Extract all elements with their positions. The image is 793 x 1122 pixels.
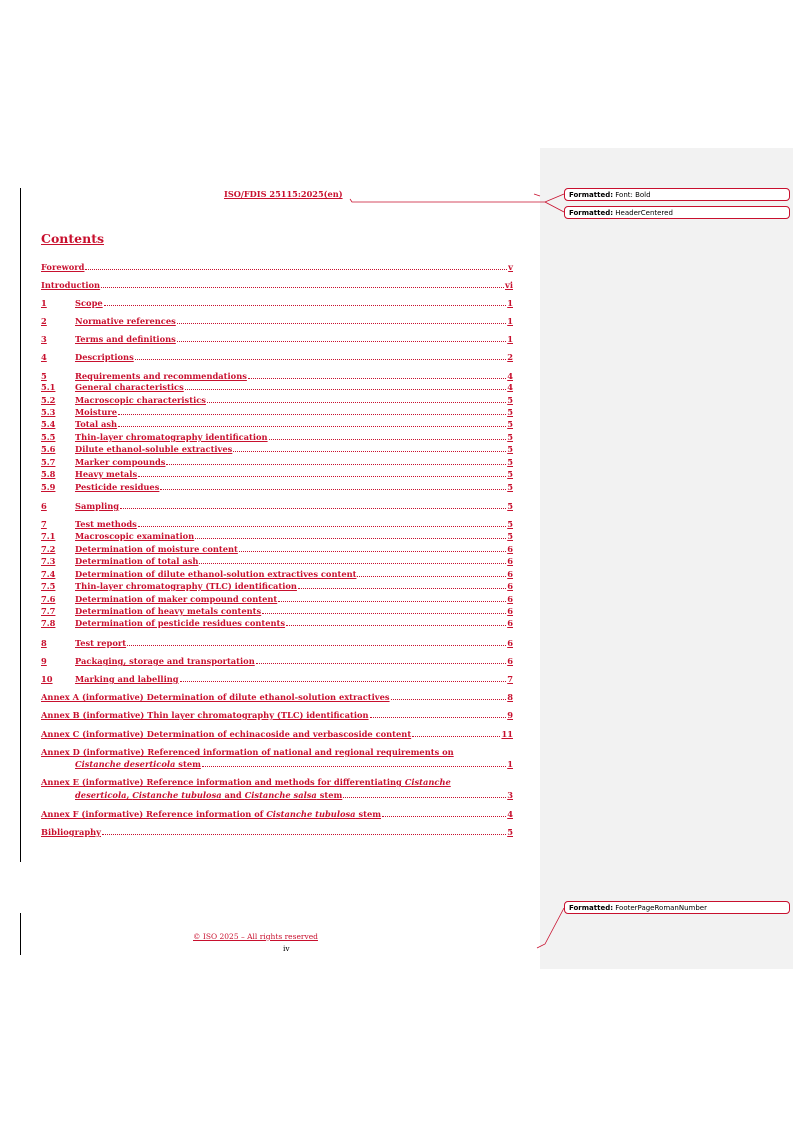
toc-title: Test methods <box>75 519 137 529</box>
toc-entry-annex-c[interactable] <box>41 728 513 739</box>
toc-title: Annex E (informative) Reference information and methods for differentiating Cistanche <box>41 777 451 787</box>
toc-leader <box>357 576 506 577</box>
toc-entry-5-2[interactable] <box>41 394 513 405</box>
toc-page: 5 <box>507 395 513 405</box>
toc-number: 5 <box>41 371 47 381</box>
toc-leader <box>166 464 506 465</box>
toc-page: 5 <box>507 432 513 442</box>
toc-leader <box>177 341 506 342</box>
toc-leader <box>202 766 506 767</box>
toc-page: 6 <box>507 606 513 616</box>
toc-title: Descriptions <box>75 352 134 362</box>
toc-entry-7-4[interactable] <box>41 568 513 579</box>
toc-number: 7.8 <box>41 618 56 628</box>
toc-page: 9 <box>507 710 513 720</box>
toc-leader <box>127 645 506 646</box>
toc-entry-annex-d[interactable] <box>41 746 513 757</box>
toc-title: Determination of moisture content <box>75 544 238 554</box>
toc-number: 7.5 <box>41 581 56 591</box>
toc-title: deserticola, Cistanche tubulosa and Cistanche salsa stem <box>75 790 343 800</box>
toc-entry-7-1[interactable] <box>41 530 513 541</box>
toc-leader <box>256 663 506 664</box>
toc-leader <box>160 489 506 490</box>
table-of-contents <box>41 0 513 1122</box>
comment-balloon-font-bold[interactable] <box>564 188 790 201</box>
toc-leader <box>298 588 506 589</box>
toc-entry-3[interactable] <box>41 333 513 344</box>
toc-leader <box>118 426 506 427</box>
toc-entry-annex-a[interactable] <box>41 691 513 702</box>
toc-title: Heavy metals <box>75 469 138 479</box>
toc-page: 5 <box>507 457 513 467</box>
footer-copyright: © ISO 2025 – All rights reserved <box>193 932 318 941</box>
toc-title: Annex A (informative) Determination of dilute ethanol-solution extractives <box>41 692 390 702</box>
toc-title: Cistanche deserticola stem <box>75 759 201 769</box>
toc-title: Scope <box>75 298 103 308</box>
header-doc-id: ISO/FDIS 25115:2025(en) <box>224 189 343 199</box>
toc-page: 5 <box>507 407 513 417</box>
toc-page: 5 <box>507 827 513 837</box>
toc-entry-5-4[interactable] <box>41 418 513 429</box>
toc-page: 6 <box>507 544 513 554</box>
toc-entry-7-8[interactable] <box>41 617 513 628</box>
toc-number: 2 <box>41 316 47 326</box>
toc-title: Annex B (informative) Thin layer chromatography (TLC) identification <box>41 710 369 720</box>
toc-entry-7-3[interactable] <box>41 555 513 566</box>
toc-entry-9[interactable] <box>41 655 513 666</box>
toc-page: v <box>508 262 513 272</box>
toc-leader <box>195 538 506 539</box>
toc-entry-7-2[interactable] <box>41 543 513 554</box>
toc-page: 5 <box>507 519 513 529</box>
toc-title: Foreword <box>41 262 85 272</box>
toc-entry-1[interactable] <box>41 297 513 308</box>
toc-title: Packaging, storage and transportation <box>75 656 255 666</box>
toc-entry-8[interactable] <box>41 637 513 648</box>
comment-text: FooterPageRomanNumber <box>615 904 707 912</box>
contents-title: Contents <box>41 231 105 246</box>
toc-leader <box>207 402 506 403</box>
comment-text: Font: Bold <box>615 191 651 199</box>
toc-number: 5.4 <box>41 419 56 429</box>
toc-leader <box>248 378 506 379</box>
toc-leader <box>278 601 506 602</box>
toc-leader <box>286 625 506 626</box>
toc-entry-7-6[interactable] <box>41 593 513 604</box>
toc-page: 6 <box>507 581 513 591</box>
toc-number: 5.1 <box>41 382 56 392</box>
toc-title: Thin-layer chromatography identification <box>75 432 268 442</box>
toc-title: Terms and definitions <box>75 334 176 344</box>
toc-entry-5[interactable] <box>41 370 513 381</box>
toc-entry-annex-e[interactable] <box>41 776 513 787</box>
toc-leader <box>391 699 507 700</box>
toc-page: 4 <box>507 809 513 819</box>
toc-page: 6 <box>507 656 513 666</box>
toc-leader <box>262 613 506 614</box>
comment-balloon-footer-page-roman[interactable] <box>564 901 790 914</box>
toc-number: 7 <box>41 519 47 529</box>
toc-title: Determination of pesticide residues contents <box>75 618 286 628</box>
toc-entry-5-3[interactable] <box>41 406 513 417</box>
toc-entry-4[interactable] <box>41 351 513 362</box>
toc-entry-annex-d-continued[interactable] <box>41 758 513 769</box>
toc-entry-bibliography[interactable] <box>41 826 513 837</box>
toc-number: 5.7 <box>41 457 56 467</box>
toc-number: 5.5 <box>41 432 56 442</box>
toc-leader <box>382 816 506 817</box>
comment-label: Formatted: <box>569 904 614 912</box>
toc-title: Macroscopic characteristics <box>75 395 206 405</box>
toc-leader <box>269 439 507 440</box>
toc-leader <box>138 526 506 527</box>
toc-page: 1 <box>507 759 513 769</box>
toc-entry-2[interactable] <box>41 315 513 326</box>
toc-leader <box>177 323 506 324</box>
toc-title: Thin-layer chromatography (TLC) identification <box>75 581 297 591</box>
toc-number: 5.8 <box>41 469 56 479</box>
toc-number: 7.4 <box>41 569 56 579</box>
toc-title: Requirements and recommendations <box>75 371 247 381</box>
toc-page: 1 <box>507 316 513 326</box>
comment-label: Formatted: <box>569 209 614 217</box>
toc-title: Test report <box>75 638 127 648</box>
toc-number: 6 <box>41 501 47 511</box>
toc-entry-5-7[interactable] <box>41 456 513 467</box>
toc-number: 8 <box>41 638 47 648</box>
toc-page: 5 <box>507 482 513 492</box>
toc-entry-introduction[interactable] <box>41 279 513 290</box>
toc-entry-5-8[interactable] <box>41 468 513 479</box>
toc-title: Annex F (informative) Reference information of Cistanche tubulosa stem <box>41 809 382 819</box>
toc-leader <box>199 563 506 564</box>
toc-page: 5 <box>507 501 513 511</box>
toc-leader <box>135 359 506 360</box>
toc-leader <box>412 736 500 737</box>
toc-title: Annex C (informative) Determination of echinacoside and verbascoside content <box>41 729 412 739</box>
markup-pane <box>540 148 793 969</box>
toc-number: 5.9 <box>41 482 56 492</box>
toc-number: 7.7 <box>41 606 56 616</box>
toc-page: 3 <box>507 790 513 800</box>
toc-entry-foreword[interactable] <box>41 261 513 272</box>
toc-title: Determination of total ash <box>75 556 199 566</box>
toc-title: Macroscopic examination <box>75 531 195 541</box>
toc-title: Pesticide residues <box>75 482 160 492</box>
toc-number: 5.3 <box>41 407 56 417</box>
toc-entry-6[interactable] <box>41 500 513 511</box>
toc-page: 1 <box>507 298 513 308</box>
toc-page: 5 <box>507 469 513 479</box>
toc-leader <box>180 681 507 682</box>
toc-page: 6 <box>507 638 513 648</box>
toc-page: 7 <box>507 674 513 684</box>
toc-leader <box>138 476 506 477</box>
toc-title: Marker compounds <box>75 457 166 467</box>
toc-title: Determination of maker compound content <box>75 594 278 604</box>
toc-leader <box>101 287 504 288</box>
toc-leader <box>370 717 507 718</box>
toc-entry-7-5[interactable] <box>41 580 513 591</box>
toc-page: 5 <box>507 444 513 454</box>
toc-title: Annex D (informative) Referenced information of national and regional requirements on <box>41 747 454 757</box>
toc-number: 7.3 <box>41 556 56 566</box>
toc-leader <box>85 269 507 270</box>
toc-leader <box>185 389 506 390</box>
toc-page: 4 <box>507 371 513 381</box>
toc-entry-annex-b[interactable] <box>41 709 513 720</box>
toc-number: 1 <box>41 298 47 308</box>
toc-page: 6 <box>507 618 513 628</box>
toc-page: 4 <box>507 382 513 392</box>
toc-number: 3 <box>41 334 47 344</box>
toc-title: Sampling <box>75 501 120 511</box>
toc-entry-5-6[interactable] <box>41 443 513 454</box>
toc-leader <box>102 834 506 835</box>
toc-entry-annex-e-continued[interactable] <box>41 789 513 800</box>
toc-number: 5.2 <box>41 395 56 405</box>
footer-page-number: iv <box>283 944 290 953</box>
change-bar <box>20 913 21 955</box>
toc-title: Marking and labelling <box>75 674 179 684</box>
toc-entry-7[interactable] <box>41 518 513 529</box>
comment-balloon-header-centered[interactable] <box>564 206 790 219</box>
toc-entry-annex-f[interactable] <box>41 808 513 819</box>
toc-number: 10 <box>41 674 53 684</box>
toc-number: 5.6 <box>41 444 56 454</box>
toc-number: 7.1 <box>41 531 56 541</box>
toc-leader <box>118 414 506 415</box>
toc-entry-7-7[interactable] <box>41 605 513 616</box>
toc-leader <box>343 797 506 798</box>
toc-leader <box>120 508 506 509</box>
toc-leader <box>233 451 506 452</box>
toc-page: 2 <box>507 352 513 362</box>
toc-number: 9 <box>41 656 47 666</box>
toc-page: 8 <box>507 692 513 702</box>
toc-title: Determination of heavy metals contents <box>75 606 262 616</box>
change-bar <box>20 188 21 862</box>
toc-entry-5-5[interactable] <box>41 431 513 442</box>
comment-label: Formatted: <box>569 191 614 199</box>
toc-title: Introduction <box>41 280 101 290</box>
toc-title: Determination of dilute ethanol-solution extractives content <box>75 569 357 579</box>
toc-page: 11 <box>501 729 513 739</box>
toc-title: Dilute ethanol-soluble extractives <box>75 444 233 454</box>
toc-page: vi <box>505 280 513 290</box>
toc-page: 5 <box>507 419 513 429</box>
toc-number: 7.2 <box>41 544 56 554</box>
toc-title: Total ash <box>75 419 118 429</box>
toc-title: General characteristics <box>75 382 184 392</box>
toc-page: 1 <box>507 334 513 344</box>
toc-page: 6 <box>507 594 513 604</box>
toc-title: Bibliography <box>41 827 102 837</box>
toc-number: 4 <box>41 352 47 362</box>
toc-entry-5-9[interactable] <box>41 481 513 492</box>
toc-leader <box>104 305 507 306</box>
comment-text: HeaderCentered <box>615 209 673 217</box>
toc-number: 7.6 <box>41 594 56 604</box>
toc-title: Normative references <box>75 316 176 326</box>
toc-page: 6 <box>507 556 513 566</box>
toc-entry-10[interactable] <box>41 673 513 684</box>
toc-page: 6 <box>507 569 513 579</box>
toc-title: Moisture <box>75 407 118 417</box>
toc-page: 5 <box>507 531 513 541</box>
toc-entry-5-1[interactable] <box>41 381 513 392</box>
toc-leader <box>239 551 506 552</box>
